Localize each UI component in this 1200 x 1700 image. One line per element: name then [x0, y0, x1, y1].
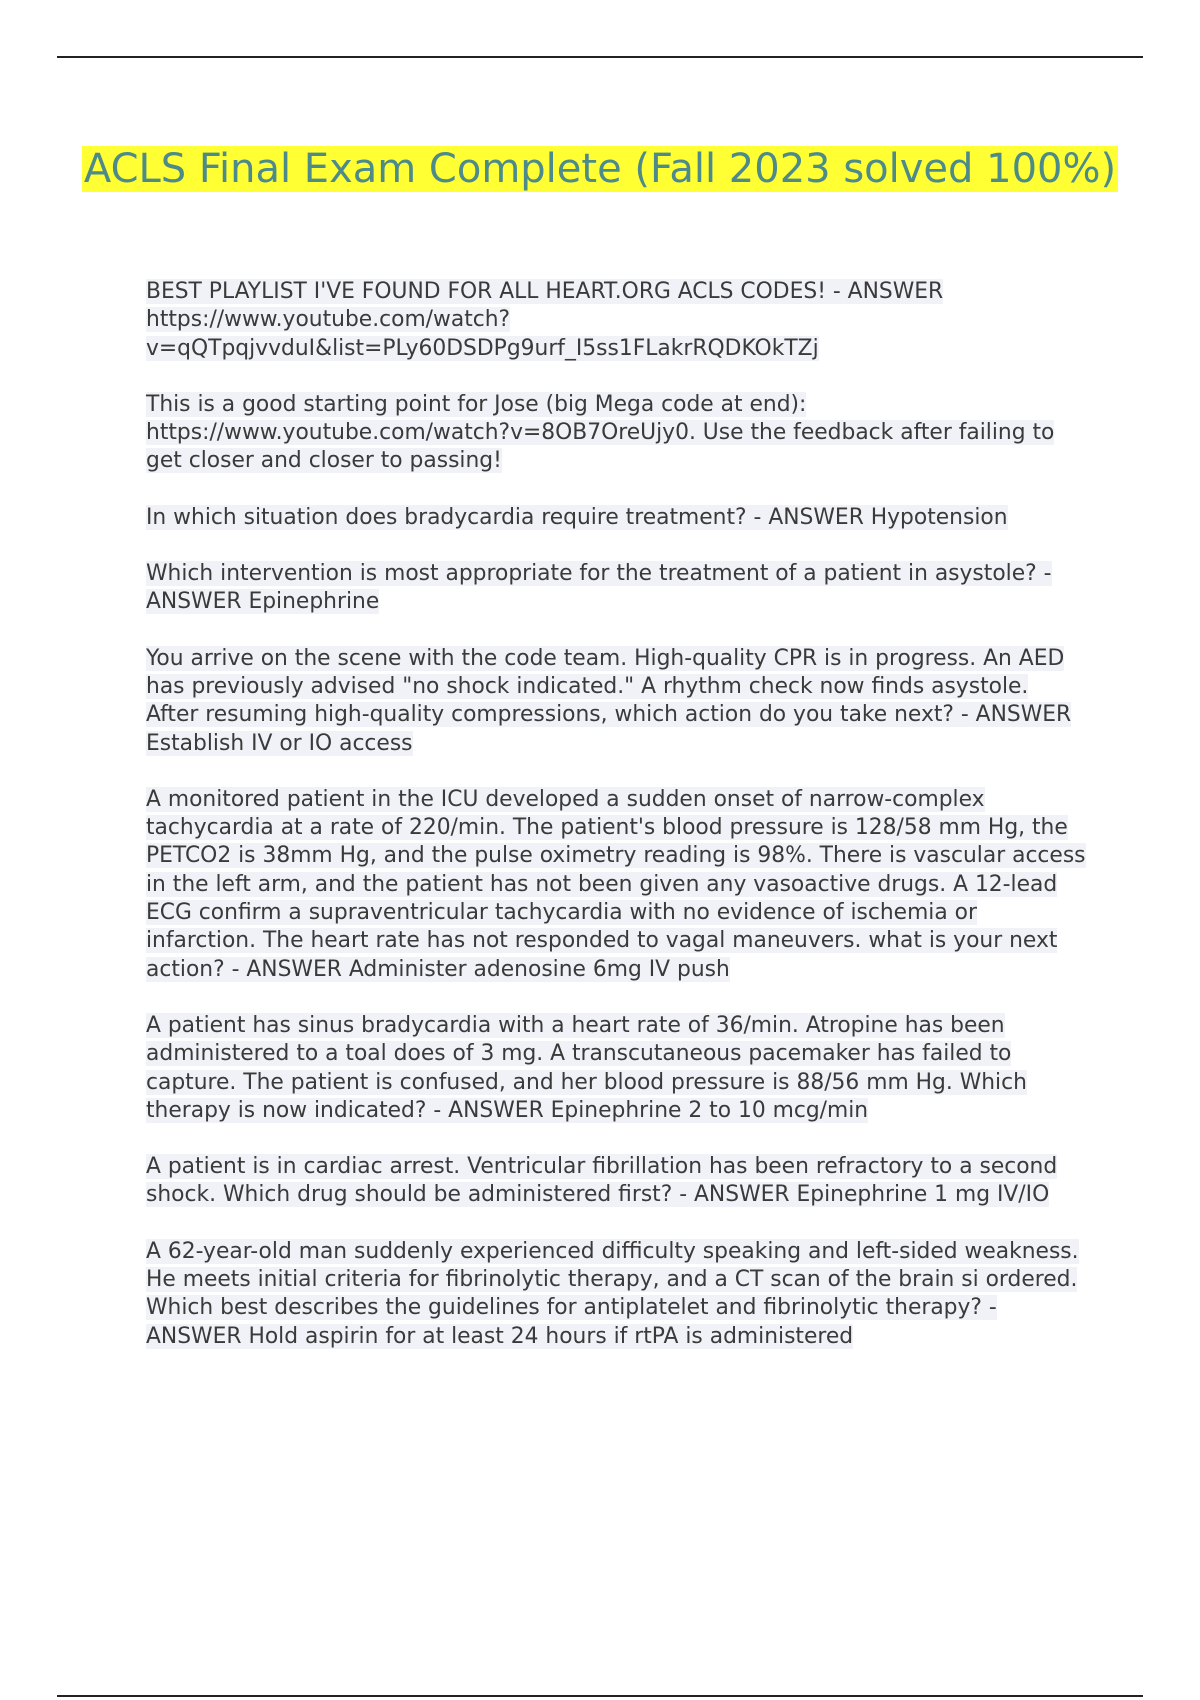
qa-entry-svt-adenosine: [146, 786, 1086, 984]
page-title: ACLS Final Exam Complete (Fall 2023 solved 100%): [83, 146, 1117, 192]
qa-entry-asystole-intervention: [146, 560, 1086, 617]
top-rule: [57, 56, 1143, 58]
qa-entry-text: You arrive on the scene with the code team. High-quality CPR is in progress. An AED has previously advised "no shock indicated." A rhythm check now finds asystole. After resuming high-quality compressions, which action do you take next? - ANSWER Establish IV or IO access: [146, 645, 1072, 756]
bottom-rule: [57, 1695, 1143, 1697]
qa-entry-text: A monitored patient in the ICU developed a sudden onset of narrow-complex tachycardia at a rate of 220/min. The patient's blood pressure is 128/58 mm Hg, the PETCO2 is 38mm Hg, and the pulse oximetry reading is 98%. There is vascular access in the left arm, and the patient has not been given any vasoactive drugs. A 12-lead ECG confirm a supraventricular tachycardia with no evidence of ischemia or infarction. The heart rate has not responded to vagal maneuvers. what is your next action? - ANSWER Administer adenosine 6mg IV push: [146, 786, 1086, 982]
qa-entry-starting-point: [146, 391, 1086, 476]
qa-entry-text: A patient has sinus bradycardia with a heart rate of 36/min. Atropine has been administered to a toal does of 3 mg. A transcutaneous pacemaker has failed to capture. The patient is confused, and her blood pressure is 88/56 mm Hg. Which therapy is now indicated? - ANSWER Epinephrine 2 to 10 mcg/min: [146, 1012, 1027, 1123]
qa-entry-vf-refractory: [146, 1153, 1086, 1210]
qa-list: [146, 278, 1086, 1379]
qa-entry-playlist: [146, 278, 1086, 363]
qa-entry-bradycardia-treatment: [146, 504, 1086, 532]
qa-entry-stroke-fibrinolytic: [146, 1238, 1086, 1351]
qa-entry-code-team-asystole: [146, 645, 1086, 758]
qa-entry-sinus-bradycardia: [146, 1012, 1086, 1125]
qa-entry-text: A 62-year-old man suddenly experienced difficulty speaking and left-sided weakness. He meets initial criteria for fibrinolytic therapy, and a CT scan of the brain si ordered. Which best describes the guidelines for antiplatelet and fibrinolytic therapy? - ANSWER Hold aspirin for at least 24 hours if rtPA is administered: [146, 1238, 1079, 1349]
title-block: [0, 142, 1200, 196]
qa-entry-text: BEST PLAYLIST I'VE FOUND FOR ALL HEART.ORG ACLS CODES! - ANSWER https://www.youtube.com/watch?v=qQTpqjvvduI&list=PLy60DSDPg9urf_I5ss1FLakrRQDKOkTZj: [146, 279, 944, 361]
qa-entry-text: A patient is in cardiac arrest. Ventricular fibrillation has been refractory to a second shock. Which drug should be administered first? - ANSWER Epinephrine 1 mg IV/IO: [146, 1154, 1058, 1208]
qa-entry-text: In which situation does bradycardia require treatment? - ANSWER Hypotension: [146, 504, 1008, 530]
qa-entry-text: This is a good starting point for Jose (big Mega code at end): https://www.youtube.com/watch?v=8OB7OreUjy0. Use the feedback after failing to get closer and closer to passing!: [146, 391, 1055, 474]
qa-entry-text: Which intervention is most appropriate for the treatment of a patient in asystole? - ANSWER Epinephrine: [146, 561, 1052, 615]
